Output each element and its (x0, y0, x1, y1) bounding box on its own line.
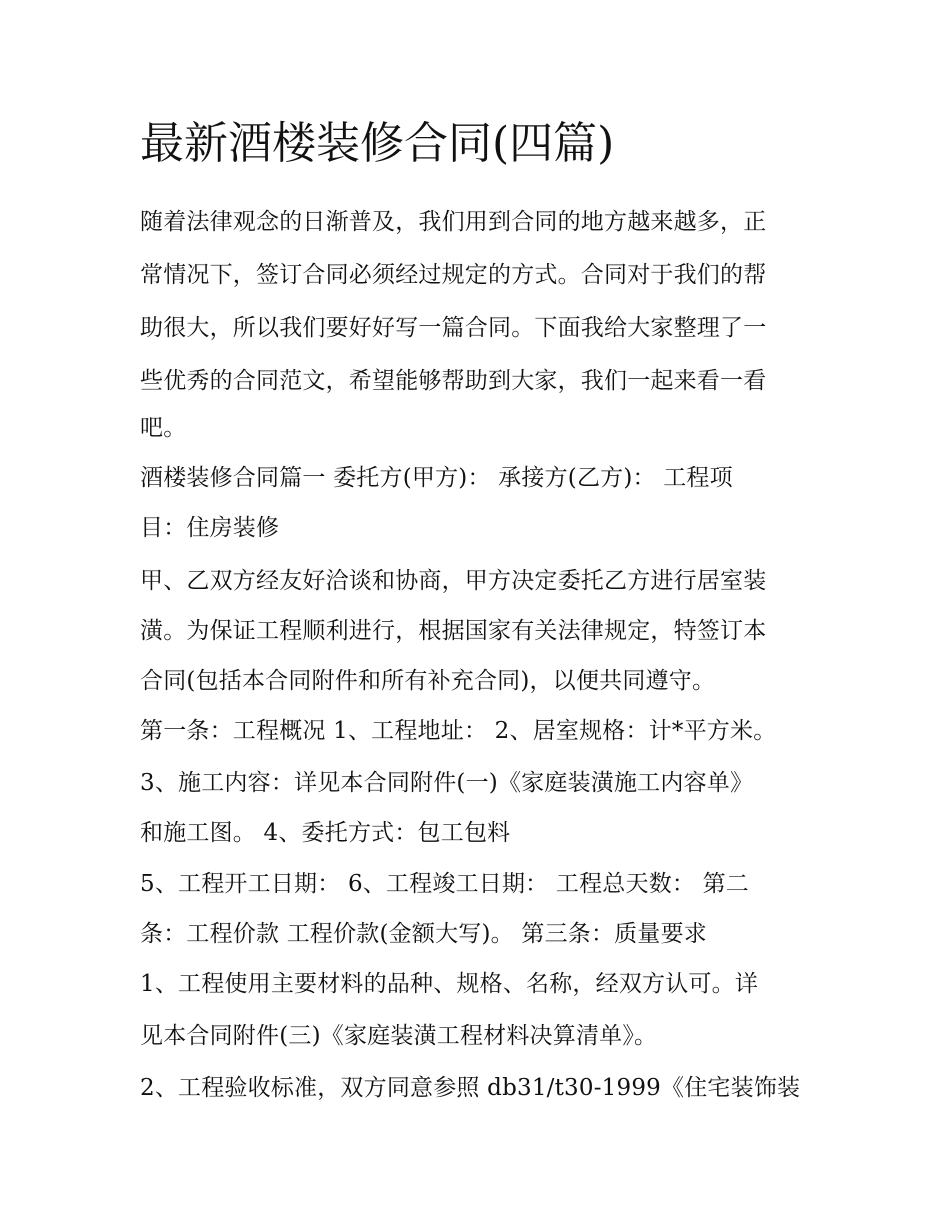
paragraph-line: 常情况下，签订合同必须经过规定的方式。合同对于我们的帮 (140, 262, 767, 288)
paragraph-line: 1、工程使用主要材料的品种、规格、名称，经双方认可。详 (140, 971, 759, 997)
paragraph-line: 些优秀的合同范文，希望能够帮助到大家，我们一起来看一看 (140, 368, 767, 394)
paragraph-line: 见本合同附件(三)《家庭装潢工程材料决算清单》。 (140, 1023, 658, 1049)
paragraph-line: 目：住房装修 (140, 515, 280, 541)
paragraph-line: 酒楼装修合同篇一 委托方(甲方)： 承接方(乙方)： 工程项 (140, 465, 733, 491)
paragraph-line: 随着法律观念的日渐普及，我们用到合同的地方越来越多，正 (140, 209, 767, 235)
paragraph-line: 条：工程价款 工程价款(金额大写)。 第三条：质量要求 (140, 921, 707, 947)
paragraph-line: 吧。 (140, 415, 187, 441)
paragraph-line: 甲、乙双方经友好洽谈和协商，甲方决定委托乙方进行居室装 (140, 568, 767, 594)
paragraph-line: 合同(包括本合同附件和所有补充合同)，以便共同遵守。 (140, 668, 716, 694)
paragraph-line: 3、施工内容：详见本合同附件(一)《家庭装潢施工内容单》 (140, 770, 754, 796)
paragraph-line: 5、工程开工日期： 6、工程竣工日期： 工程总天数： 第二 (140, 871, 749, 897)
paragraph-line: 第一条：工程概况 1、工程地址： 2、居室规格：计*平方米。 (140, 718, 777, 744)
document-title: 最新酒楼装修合同(四篇) (140, 118, 615, 169)
paragraph-line: 潢。为保证工程顺利进行，根据国家有关法律规定，特签订本 (140, 618, 767, 644)
paragraph-line: 和施工图。 4、委托方式：包工包料 (140, 820, 511, 846)
paragraph-line: 2、工程验收标准，双方同意参照 db31/t30-1999《住宅装饰装 (140, 1075, 801, 1101)
paragraph-line: 助很大，所以我们要好好写一篇合同。下面我给大家整理了一 (140, 315, 767, 341)
